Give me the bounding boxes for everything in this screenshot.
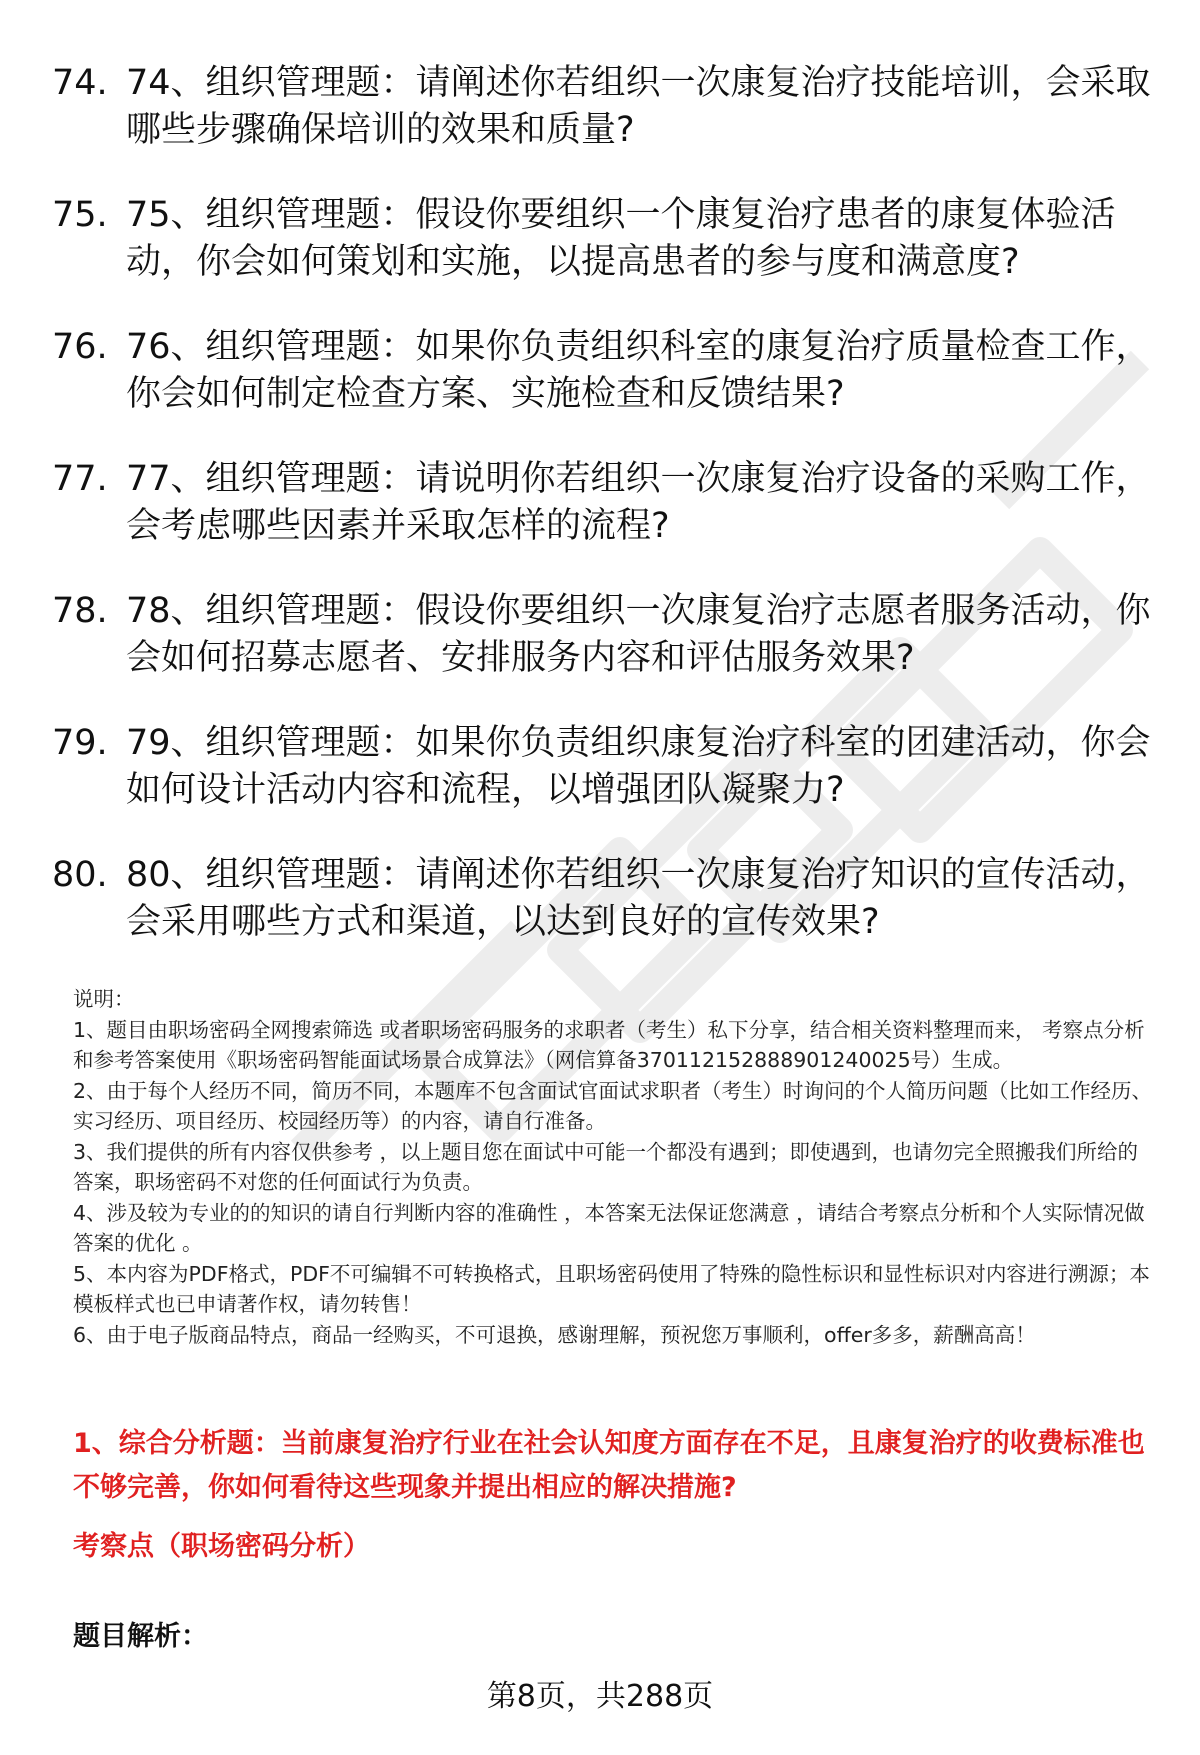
note-item: 3、我们提供的所有内容仅供参考 ，以上题目您在面试中可能一个都没有遇到；即使遇到，也请勿完全照搬我们所给的答案，职场密码不对您的任何面试行为负责。 bbox=[73, 1139, 1139, 1194]
question-text: 79、组织管理题：如果你负责组织康复治疗科室的团建活动，你会如何设计活动内容和流程，以增强团队凝聚力? bbox=[126, 723, 1151, 810]
question-text: 76、组织管理题：如果你负责组织科室的康复治疗质量检查工作，你会如何制定检查方案、实施检查和反馈结果? bbox=[126, 327, 1151, 414]
note-item: 4、涉及较为专业的的知识的请自行判断内容的准确性 ，本答案无法保证您满意 ，请结合考察点分析和个人实际情况做答案的优化 。 bbox=[73, 1200, 1145, 1255]
analysis-heading: 题目解析： bbox=[73, 1621, 208, 1652]
question-item bbox=[52, 588, 1152, 682]
question-text: 77、组织管理题：请说明你若组织一次康复治疗设备的采购工作，会考虑哪些因素并采取怎样的流程? bbox=[126, 459, 1151, 546]
notes-section bbox=[73, 984, 1153, 1350]
question-number: 76. bbox=[52, 327, 108, 367]
note-item: 6、由于电子版商品特点，商品一经购买，不可退换，感谢理解，预祝您万事顺利，offer多多，薪酬高高！ bbox=[73, 1322, 1036, 1347]
question-text: 75、组织管理题：假设你要组织一个康复治疗患者的康复体验活动，你会如何策划和实施，以提高患者的参与度和满意度? bbox=[126, 195, 1116, 282]
question-number: 77. bbox=[52, 459, 108, 499]
question-item bbox=[52, 324, 1152, 418]
question-list bbox=[52, 60, 1152, 984]
note-item: 2、由于每个人经历不同，简历不同，本题库不包含面试官面试求职者（考生）时询问的个人简历问题（比如工作经历、实习经历、项目经历、校园经历等）的内容，请自行准备。 bbox=[73, 1078, 1153, 1133]
question-item bbox=[52, 852, 1152, 946]
analysis-question: 1、综合分析题：当前康复治疗行业在社会认知度方面存在不足，且康复治疗的收费标准也不够完善，你如何看待这些现象并提出相应的解决措施? bbox=[73, 1428, 1145, 1503]
question-number: 75. bbox=[52, 195, 108, 235]
question-item bbox=[52, 192, 1152, 286]
exam-point-heading: 考察点（职场密码分析） bbox=[73, 1531, 370, 1562]
question-item bbox=[52, 456, 1152, 550]
question-text: 74、组织管理题：请阐述你若组织一次康复治疗技能培训，会采取哪些步骤确保培训的效果和质量? bbox=[126, 63, 1151, 150]
question-number: 78. bbox=[52, 591, 108, 631]
notes-title: 说明： bbox=[73, 987, 135, 1011]
note-item: 5、本内容为PDF格式，PDF不可编辑不可转换格式，且职场密码使用了特殊的隐性标识和显性标识对内容进行溯源；本模板样式也已申请著作权，请勿转售！ bbox=[73, 1261, 1150, 1316]
question-number: 80. bbox=[52, 855, 108, 895]
question-text: 78、组织管理题：假设你要组织一次康复治疗志愿者服务活动，你会如何招募志愿者、安排服务内容和评估服务效果? bbox=[126, 591, 1151, 678]
question-item bbox=[52, 720, 1152, 814]
question-text: 80、组织管理题：请阐述你若组织一次康复治疗知识的宣传活动，会采用哪些方式和渠道，以达到良好的宣传效果? bbox=[126, 855, 1151, 942]
question-number: 74. bbox=[52, 63, 108, 103]
note-item: 1、题目由职场密码全网搜索筛选 或者职场密码服务的求职者（考生）私下分享，结合相关资料整理而来， 考察点分析和参考答案使用《职场密码智能面试场景合成算法》（网信算备370112152888901240025号）生成。 bbox=[73, 1017, 1145, 1072]
question-item bbox=[52, 60, 1152, 154]
question-number: 79. bbox=[52, 723, 108, 763]
page-footer: 第8页，共288页 bbox=[486, 1679, 714, 1714]
